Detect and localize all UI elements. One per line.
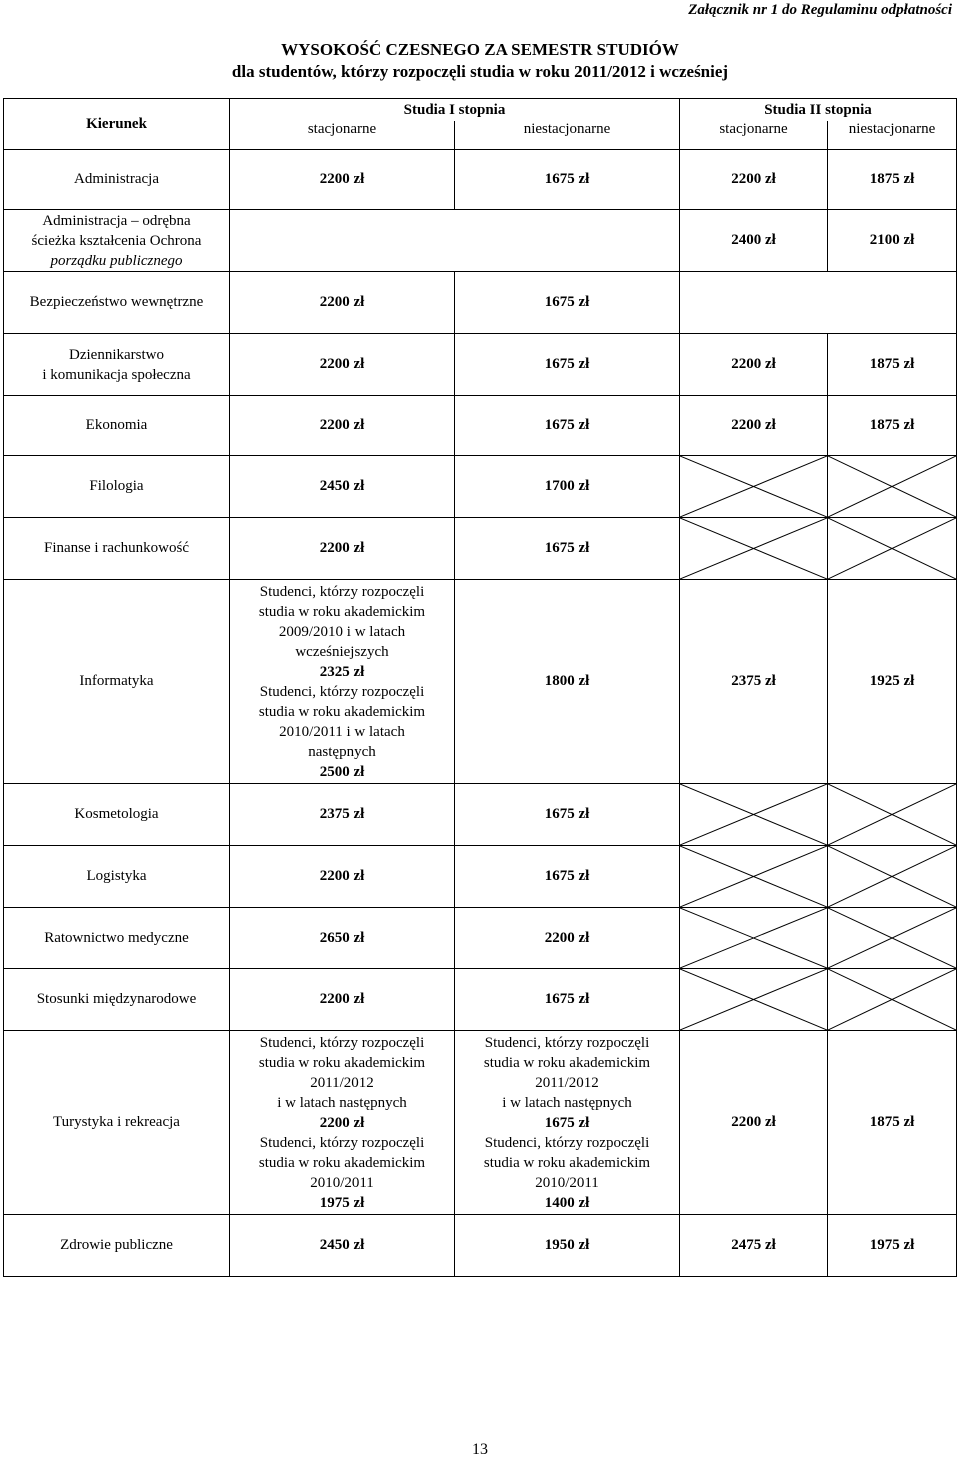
table-row (4, 210, 957, 272)
table-row (4, 784, 957, 846)
note-line: Studenci, którzy rozpoczęli (484, 1034, 650, 1051)
annex-reference: Załącznik nr 1 do Regulaminu odpłatności (688, 2, 952, 18)
note-line: studia w roku akademickim (258, 1154, 426, 1171)
note-line: studia w roku akademickim (258, 703, 426, 720)
course-name: Finanse i rachunkowość (4, 518, 230, 580)
note-line: 2009/2010 i w latach (278, 623, 406, 640)
header-kierunek: Kierunek (4, 99, 230, 150)
fee-cell: 2100 zł (828, 210, 957, 272)
fee-cell: 2200 zł (230, 396, 455, 456)
note-fee: 2200 zł (319, 1114, 365, 1131)
table-row (4, 150, 957, 210)
course-name (4, 334, 230, 396)
note-line: studia w roku akademickim (483, 1154, 651, 1171)
note-line: 2011/2012 (310, 1074, 374, 1091)
course-name: Kosmetologia (4, 784, 230, 846)
crossed-out-cell (680, 908, 828, 969)
page-number: 13 (472, 1441, 488, 1458)
table-row (4, 396, 957, 456)
header-s2-stacjonarne: stacjonarne (680, 121, 828, 150)
course-name: Ekonomia (4, 396, 230, 456)
document-title: WYSOKOŚĆ CZESNEGO ZA SEMESTR STUDIÓW (281, 40, 679, 59)
crossed-out-cell (828, 456, 957, 518)
fee-cell: 2450 zł (230, 1215, 455, 1277)
fee-cell: 2475 zł (680, 1215, 828, 1277)
fee-cell: 1875 zł (828, 150, 957, 210)
table-row (4, 908, 957, 969)
fee-cell: 2200 zł (230, 150, 455, 210)
fee-cell: 1975 zł (828, 1215, 957, 1277)
course-name-line: ścieżka kształcenia Ochrona (31, 232, 202, 249)
fee-cell: 2375 zł (680, 580, 828, 784)
fee-cell: 1675 zł (455, 518, 680, 580)
empty-cell (828, 272, 957, 334)
note-line: 2010/2011 (310, 1174, 374, 1191)
note-line: wcześniejszych (295, 643, 389, 660)
table-row (4, 456, 957, 518)
crossed-out-cell (680, 969, 828, 1031)
fee-note-cell (230, 580, 455, 784)
header-s1-stacjonarne: stacjonarne (230, 121, 455, 150)
tuition-fee-table (3, 98, 957, 1277)
table-row (4, 1031, 957, 1215)
crossed-out-cell (828, 518, 957, 580)
fee-cell: 1675 zł (455, 396, 680, 456)
note-fee: 2325 zł (319, 663, 365, 680)
fee-cell: 1950 zł (455, 1215, 680, 1277)
empty-cell (230, 210, 455, 272)
crossed-out-cell (828, 969, 957, 1031)
course-name: Bezpieczeństwo wewnętrzne (4, 272, 230, 334)
fee-cell: 2450 zł (230, 456, 455, 518)
fee-note-cell (455, 1031, 680, 1215)
note-fee: 1975 zł (319, 1194, 365, 1211)
fee-cell: 2200 zł (680, 396, 828, 456)
note-line: studia w roku akademickim (483, 1054, 651, 1071)
crossed-out-cell (680, 456, 828, 518)
note-line: studia w roku akademickim (258, 1054, 426, 1071)
header-s1-niestacjonarne: niestacjonarne (455, 121, 680, 150)
fee-cell: 2200 zł (680, 1031, 828, 1215)
header-first-degree: Studia I stopnia (230, 99, 680, 122)
fee-cell: 2200 zł (230, 518, 455, 580)
course-name-line: porządku publicznego (50, 252, 183, 269)
fee-cell: 1675 zł (455, 272, 680, 334)
note-line: Studenci, którzy rozpoczęli (259, 1134, 425, 1151)
header-s2-niestacjonarne: niestacjonarne (828, 121, 957, 150)
course-name: Turystyka i rekreacja (4, 1031, 230, 1215)
fee-cell: 1800 zł (455, 580, 680, 784)
course-name: Filologia (4, 456, 230, 518)
crossed-out-cell (680, 518, 828, 580)
note-line: Studenci, którzy rozpoczęli (259, 1034, 425, 1051)
note-line: 2011/2012 (535, 1074, 599, 1091)
crossed-out-cell (828, 846, 957, 908)
note-fee: 2500 zł (319, 763, 365, 780)
note-line: Studenci, którzy rozpoczęli (259, 583, 425, 600)
note-fee: 1675 zł (544, 1114, 590, 1131)
table-row (4, 580, 957, 784)
course-name (4, 210, 230, 272)
course-name: Ratownictwo medyczne (4, 908, 230, 969)
crossed-out-cell (828, 784, 957, 846)
note-line: następnych (308, 743, 376, 760)
fee-cell: 1875 zł (828, 1031, 957, 1215)
fee-cell: 2650 zł (230, 908, 455, 969)
table-row (4, 272, 957, 334)
document-subtitle: dla studentów, którzy rozpoczęli studia w roku 2011/2012 i wcześniej (231, 62, 729, 81)
course-name: Administracja (4, 150, 230, 210)
fee-cell: 1675 zł (455, 334, 680, 396)
note-line: studia w roku akademickim (258, 603, 426, 620)
crossed-out-cell (828, 908, 957, 969)
fee-cell: 2200 zł (230, 846, 455, 908)
note-fee: 1400 zł (544, 1194, 590, 1211)
fee-cell: 1675 zł (455, 969, 680, 1031)
table-row (4, 846, 957, 908)
fee-cell: 2400 zł (680, 210, 828, 272)
fee-cell: 2200 zł (230, 969, 455, 1031)
fee-cell: 1925 zł (828, 580, 957, 784)
fee-cell: 1675 zł (455, 846, 680, 908)
fee-cell: 1875 zł (828, 334, 957, 396)
fee-cell: 2375 zł (230, 784, 455, 846)
fee-cell: 2200 zł (230, 334, 455, 396)
header-second-degree: Studia II stopnia (680, 99, 957, 122)
note-line: 2010/2011 (535, 1174, 599, 1191)
empty-cell (455, 210, 680, 272)
empty-cell (680, 272, 828, 334)
fee-cell: 2200 zł (230, 272, 455, 334)
note-line: 2010/2011 i w latach (279, 723, 405, 740)
fee-cell: 2200 zł (680, 334, 828, 396)
course-name: Logistyka (4, 846, 230, 908)
course-name-line: Administracja – odrębna (42, 212, 191, 229)
course-name: Stosunki międzynarodowe (4, 969, 230, 1031)
course-name: Zdrowie publiczne (4, 1215, 230, 1277)
course-name: Informatyka (4, 580, 230, 784)
note-line: i w latach następnych (277, 1094, 407, 1111)
note-line: Studenci, którzy rozpoczęli (259, 683, 425, 700)
table-row (4, 334, 957, 396)
table-row (4, 969, 957, 1031)
course-name-line: Dziennikarstwo (69, 346, 164, 363)
crossed-out-cell (680, 784, 828, 846)
fee-cell: 1700 zł (455, 456, 680, 518)
course-name-line: i komunikacja społeczna (42, 366, 191, 383)
note-line: i w latach następnych (502, 1094, 632, 1111)
fee-cell: 1675 zł (455, 150, 680, 210)
fee-cell: 1675 zł (455, 784, 680, 846)
fee-cell: 2200 zł (455, 908, 680, 969)
note-line: Studenci, którzy rozpoczęli (484, 1134, 650, 1151)
table-row (4, 1215, 957, 1277)
fee-cell: 2200 zł (680, 150, 828, 210)
fee-cell: 1875 zł (828, 396, 957, 456)
table-row (4, 518, 957, 580)
crossed-out-cell (680, 846, 828, 908)
fee-note-cell (230, 1031, 455, 1215)
